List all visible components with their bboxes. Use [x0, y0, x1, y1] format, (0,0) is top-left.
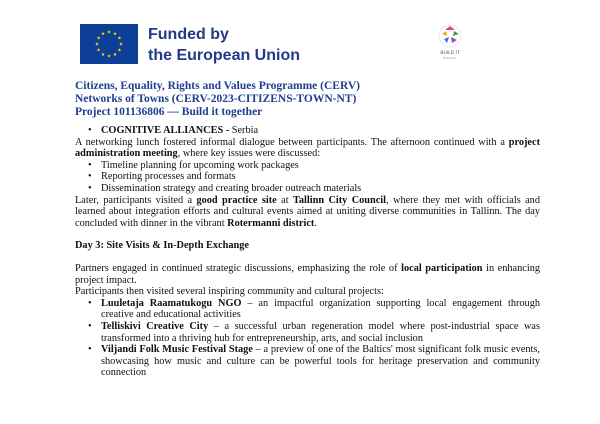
partner-country: Serbia: [231, 125, 259, 136]
project-name: Viljandi Folk Music Festival Stage: [101, 344, 253, 356]
text-span: , where they met with officials and learned about integration efforts and cultural events aimed at uniting diverse communities in Tallinn. The day concluded with dinner in the vibrant: [75, 194, 540, 229]
list-item: • Reporting processes and formats: [101, 171, 540, 183]
paragraph-strategic: [75, 263, 540, 286]
build-logo-subtext: Erasmus: [443, 56, 457, 60]
build-logo-text: BUILD IT: [440, 51, 460, 56]
eu-flag-logo: [80, 24, 138, 64]
paragraph-site-visit: [75, 195, 540, 230]
list-item: [101, 298, 540, 321]
day3-heading: [75, 240, 540, 252]
project-name: Telliskivi Creative City: [101, 320, 209, 332]
emphasis-good-practice: good practice site: [196, 194, 277, 206]
emphasis-local-participation: local participation: [401, 262, 483, 274]
eu-funding-line2: the European Union: [148, 47, 300, 64]
emphasis-district: Rotermanni district: [227, 217, 315, 229]
text-span: .: [314, 217, 317, 229]
meeting-topics-list: [75, 160, 540, 195]
partner-name: COGNITIVE ALLIANCES -: [101, 125, 232, 136]
project-desc: – a successful urban regeneration model where post-industrial space was transformed into a thriving hub for entrepreneurship, arts, and social inclusion: [101, 320, 540, 344]
eu-funding-text: [148, 24, 300, 66]
emphasis-meeting: project administration meeting: [75, 136, 540, 160]
emphasis-city-council: Tallinn City Council: [292, 194, 387, 206]
list-item: [101, 321, 540, 344]
paragraph-projects-intro: Participants then visited several inspiring community and cultural projects:: [75, 286, 384, 298]
text-span: Partners engaged in continued strategic discussions, emphasizing the role of: [75, 262, 402, 274]
projects-list: [75, 298, 540, 379]
text-span: in enhancing project impact.: [75, 262, 540, 286]
eu-funding-line1: Funded by: [148, 26, 229, 43]
text-span: A networking lunch fostered informal dialogue between participants. The afternoon continued with a: [75, 136, 509, 148]
paragraph-networking: [75, 137, 540, 160]
project-name: Luuletaja Raamatukogu NGO: [101, 297, 242, 309]
list-item: • Timeline planning for upcoming work packages: [101, 160, 540, 172]
build-it-logo: [433, 22, 467, 62]
project-desc: – an impactful organization supporting local engagement through creative and educational activities: [101, 297, 540, 321]
list-item: [101, 344, 540, 379]
day3-heading-text: Day 3: Site Visits & In-Depth Exchange: [75, 240, 249, 252]
project-heading: [75, 80, 360, 120]
list-item: • Dissemination strategy and creating broader outreach materials: [101, 183, 540, 195]
text-span: , where key issues were discussed:: [177, 148, 321, 160]
text-span: at: [276, 194, 293, 206]
project-desc: – a preview of one of the Baltics' most significant folk music events, showcasing how music and culture can be powerful tools for heritage preservation and community connection: [101, 344, 540, 379]
document-body: [75, 125, 540, 379]
partner-item: [101, 125, 540, 137]
programme-title: Citizens, Equality, Rights and Values Programme (CERV): [75, 80, 360, 92]
network-title: Networks of Towns (CERV-2023-CITIZENS-TOWN-NT): [75, 93, 357, 106]
project-title: Project 101136806 — Build it together: [75, 106, 263, 119]
text-span: Later, participants visited a: [75, 194, 197, 206]
partner-list: [75, 125, 540, 137]
